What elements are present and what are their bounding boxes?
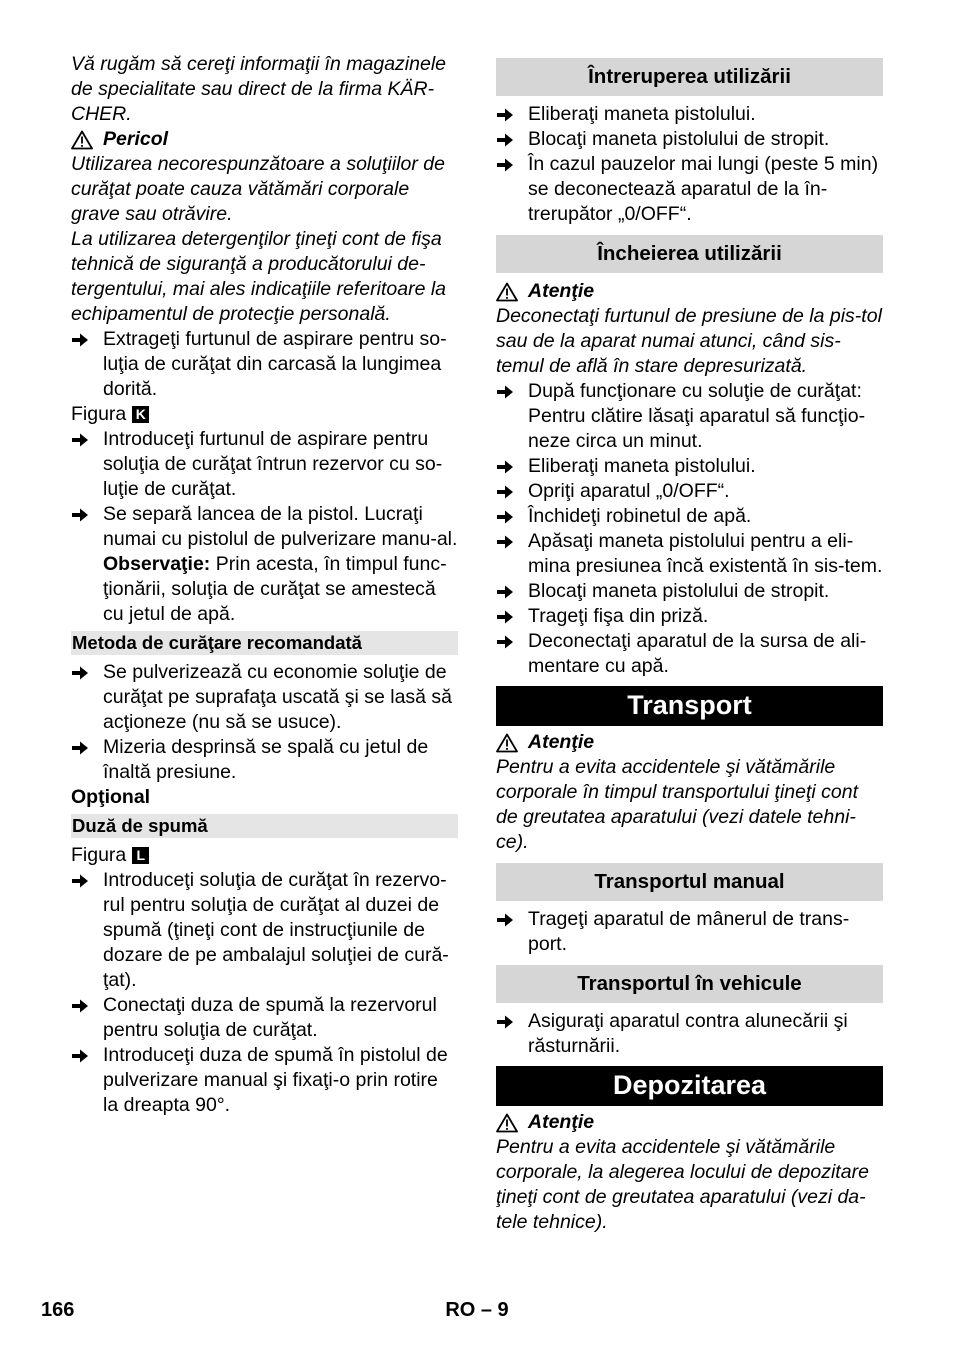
step-item: [496, 604, 883, 629]
section-heading-vehicle-transport: Transportul în vehicule: [496, 965, 883, 1003]
section-heading-interrupt-use: Întreruperea utilizării: [496, 58, 883, 96]
chapter-heading-storage: Depozitarea: [496, 1066, 883, 1106]
step-text: Blocaţi maneta pistolului de stropit.: [528, 580, 830, 602]
arrow-right-icon: [496, 127, 518, 152]
step-text: Eliberaţi maneta pistolului.: [528, 103, 756, 125]
step-item: [71, 735, 458, 785]
arrow-right-icon: [71, 868, 93, 893]
step-text: Introduceţi soluţia de curăţat în rezervo-rul pentru soluţia de curăţat al duzei de spumă (ţineţi cont de instrucţiunile de dozare de pe ambalajul soluţiei de cură-ţat).: [103, 869, 449, 991]
attention-paragraph: Pentru a evita accidentele şi vătămările corporale, la alegerea locului de depozitare ţineţi cont de greutatea aparatului (vezi da-tele tehnice).: [496, 1136, 869, 1233]
step-item: [496, 127, 883, 152]
step-item: [71, 327, 458, 402]
step-text: Deconectaţi aparatul de la sursa de ali-mentare cu apă.: [528, 630, 867, 677]
figure-reference-k: [71, 402, 458, 427]
attention-label: Atenţie: [528, 280, 595, 302]
arrow-right-icon: [71, 660, 93, 685]
step-text: Apăsaţi maneta pistolului pentru a eli-mina presiunea încă existentă în sis-tem.: [528, 530, 883, 577]
arrow-right-icon: [496, 1009, 518, 1034]
figure-letter-badge: L: [132, 847, 149, 864]
figure-reference-l: [71, 843, 458, 868]
arrow-right-icon: [496, 504, 518, 529]
note-paragraph: [71, 552, 458, 627]
danger-heading: [71, 127, 458, 152]
attention-label: Atenţie: [528, 731, 595, 753]
danger-paragraph-2: La utilizarea detergenţilor ţineţi cont de fişa tehnică de siguranţă a producătorului de-tergentului, mai ales indicaţiile referitoare la echipamentul de protecţie personală.: [71, 228, 447, 325]
arrow-right-icon: [496, 629, 518, 654]
note-text: Prin acesta, în timpul func-ţionării, soluţia de curăţat se amestecă cu jetul de apă.: [103, 553, 447, 625]
step-item: [71, 660, 458, 735]
attention-label: Atenţie: [528, 1111, 595, 1133]
step-item: [496, 907, 883, 957]
warning-triangle-icon: [71, 130, 93, 150]
arrow-right-icon: [496, 529, 518, 554]
arrow-right-icon: [71, 1043, 93, 1068]
step-text: Închideţi robinetul de apă.: [528, 505, 752, 527]
arrow-right-icon: [496, 454, 518, 479]
attention-heading: [496, 1110, 883, 1135]
step-item: [71, 868, 458, 993]
step-text: În cazul pauzelor mai lungi (peste 5 min) se deconectează aparatul de la în-trerupător „0/OFF“.: [528, 153, 879, 225]
step-item: [71, 993, 458, 1043]
figure-letter-badge: K: [132, 406, 149, 423]
left-column: [71, 52, 458, 1118]
step-item: [496, 152, 883, 227]
step-item: [496, 504, 883, 529]
step-item: [496, 379, 883, 454]
attention-paragraph: Pentru a evita accidentele şi vătămările corporale în timpul transportului ţineţi cont de greutatea aparatului (vezi datele tehni-ce).: [496, 756, 859, 853]
note-label: Observaţie:: [103, 553, 211, 575]
step-item: [496, 1009, 883, 1059]
figure-label: Figura: [71, 403, 127, 425]
warning-triangle-icon: [496, 282, 518, 302]
step-text: Conectaţi duza de spumă la rezervorul pentru soluţia de curăţat.: [103, 994, 437, 1041]
step-text: Eliberaţi maneta pistolului.: [528, 455, 756, 477]
step-item: [496, 102, 883, 127]
danger-label: Pericol: [103, 128, 169, 150]
step-text: Extrageţi furtunul de aspirare pentru so-luţia de curăţat din carcasă la lungimea dorită.: [103, 328, 447, 400]
arrow-right-icon: [71, 427, 93, 452]
page-number: 166: [41, 1299, 75, 1321]
step-text: Trageţi fişa din priză.: [528, 605, 709, 627]
step-text: Introduceţi duza de spumă în pistolul de pulverizare manual şi fixaţi-o prin rotire la dreapta 90°.: [103, 1044, 448, 1116]
arrow-right-icon: [71, 502, 93, 527]
arrow-right-icon: [496, 579, 518, 604]
step-item: [71, 1043, 458, 1118]
attention-paragraph: Deconectaţi furtunul de presiune de la pis-tol sau de la aparat numai atunci, când sis-temul de află în stare depresurizată.: [496, 305, 882, 377]
arrow-right-icon: [71, 735, 93, 760]
arrow-right-icon: [71, 327, 93, 352]
intro-paragraph: Vă rugăm să cereţi informaţii în magazinele de specialitate sau direct de la firma KÄR-CHER.: [71, 53, 447, 125]
arrow-right-icon: [496, 102, 518, 127]
danger-paragraph-1: Utilizarea necorespunzătoare a soluţiilor de curăţat poate cauza vătămări corporale grave sau otrăvire.: [71, 153, 445, 225]
step-item: [71, 502, 458, 552]
right-column: [496, 58, 883, 1235]
step-item: [496, 454, 883, 479]
section-heading-end-use: Încheierea utilizării: [496, 235, 883, 273]
step-item: [71, 427, 458, 502]
chapter-heading-transport: Transport: [496, 686, 883, 726]
arrow-right-icon: [496, 379, 518, 404]
step-text: Opriţi aparatul „0/OFF“.: [528, 480, 730, 502]
step-text: Introduceţi furtunul de aspirare pentru soluţia de curăţat întrun rezervor cu so-luţie de curăţat.: [103, 428, 443, 500]
attention-heading: [496, 730, 883, 755]
step-text: Se pulverizează cu economie soluţie de curăţat pe suprafaţa uscată şi se lasă să acţioneze (nu să se usuce).: [103, 661, 453, 733]
step-item: [496, 529, 883, 579]
step-text: Blocaţi maneta pistolului de stropit.: [528, 128, 830, 150]
arrow-right-icon: [496, 604, 518, 629]
step-text: După funcţionare cu soluţie de curăţat: Pentru clătire lăsaţi aparatul să funcţio-neze circa un minut.: [528, 380, 866, 452]
figure-label: Figura: [71, 844, 127, 866]
attention-heading: [496, 279, 883, 304]
section-heading-manual-transport: Transportul manual: [496, 863, 883, 901]
section-heading-foam-nozzle: Duză de spumă: [71, 814, 458, 838]
step-text: Trageţi aparatul de mânerul de trans-port.: [528, 908, 850, 955]
arrow-right-icon: [496, 152, 518, 177]
step-text: Se separă lancea de la pistol. Lucraţi numai cu pistolul de pulverizare manu-al.: [103, 503, 458, 550]
arrow-right-icon: [496, 479, 518, 504]
warning-triangle-icon: [496, 733, 518, 753]
step-item: [496, 629, 883, 679]
step-text: Mizeria desprinsă se spală cu jetul de înaltă presiune.: [103, 736, 429, 783]
warning-triangle-icon: [496, 1113, 518, 1133]
section-heading-cleaning-method: Metoda de curăţare recomandată: [71, 631, 458, 655]
arrow-right-icon: [71, 993, 93, 1018]
page-section-label: RO – 9: [445, 1299, 509, 1321]
arrow-right-icon: [496, 907, 518, 932]
step-item: [496, 579, 883, 604]
optional-heading: Opţional: [71, 786, 151, 808]
step-text: Asiguraţi aparatul contra alunecării şi răsturnării.: [528, 1010, 848, 1057]
step-item: [496, 479, 883, 504]
